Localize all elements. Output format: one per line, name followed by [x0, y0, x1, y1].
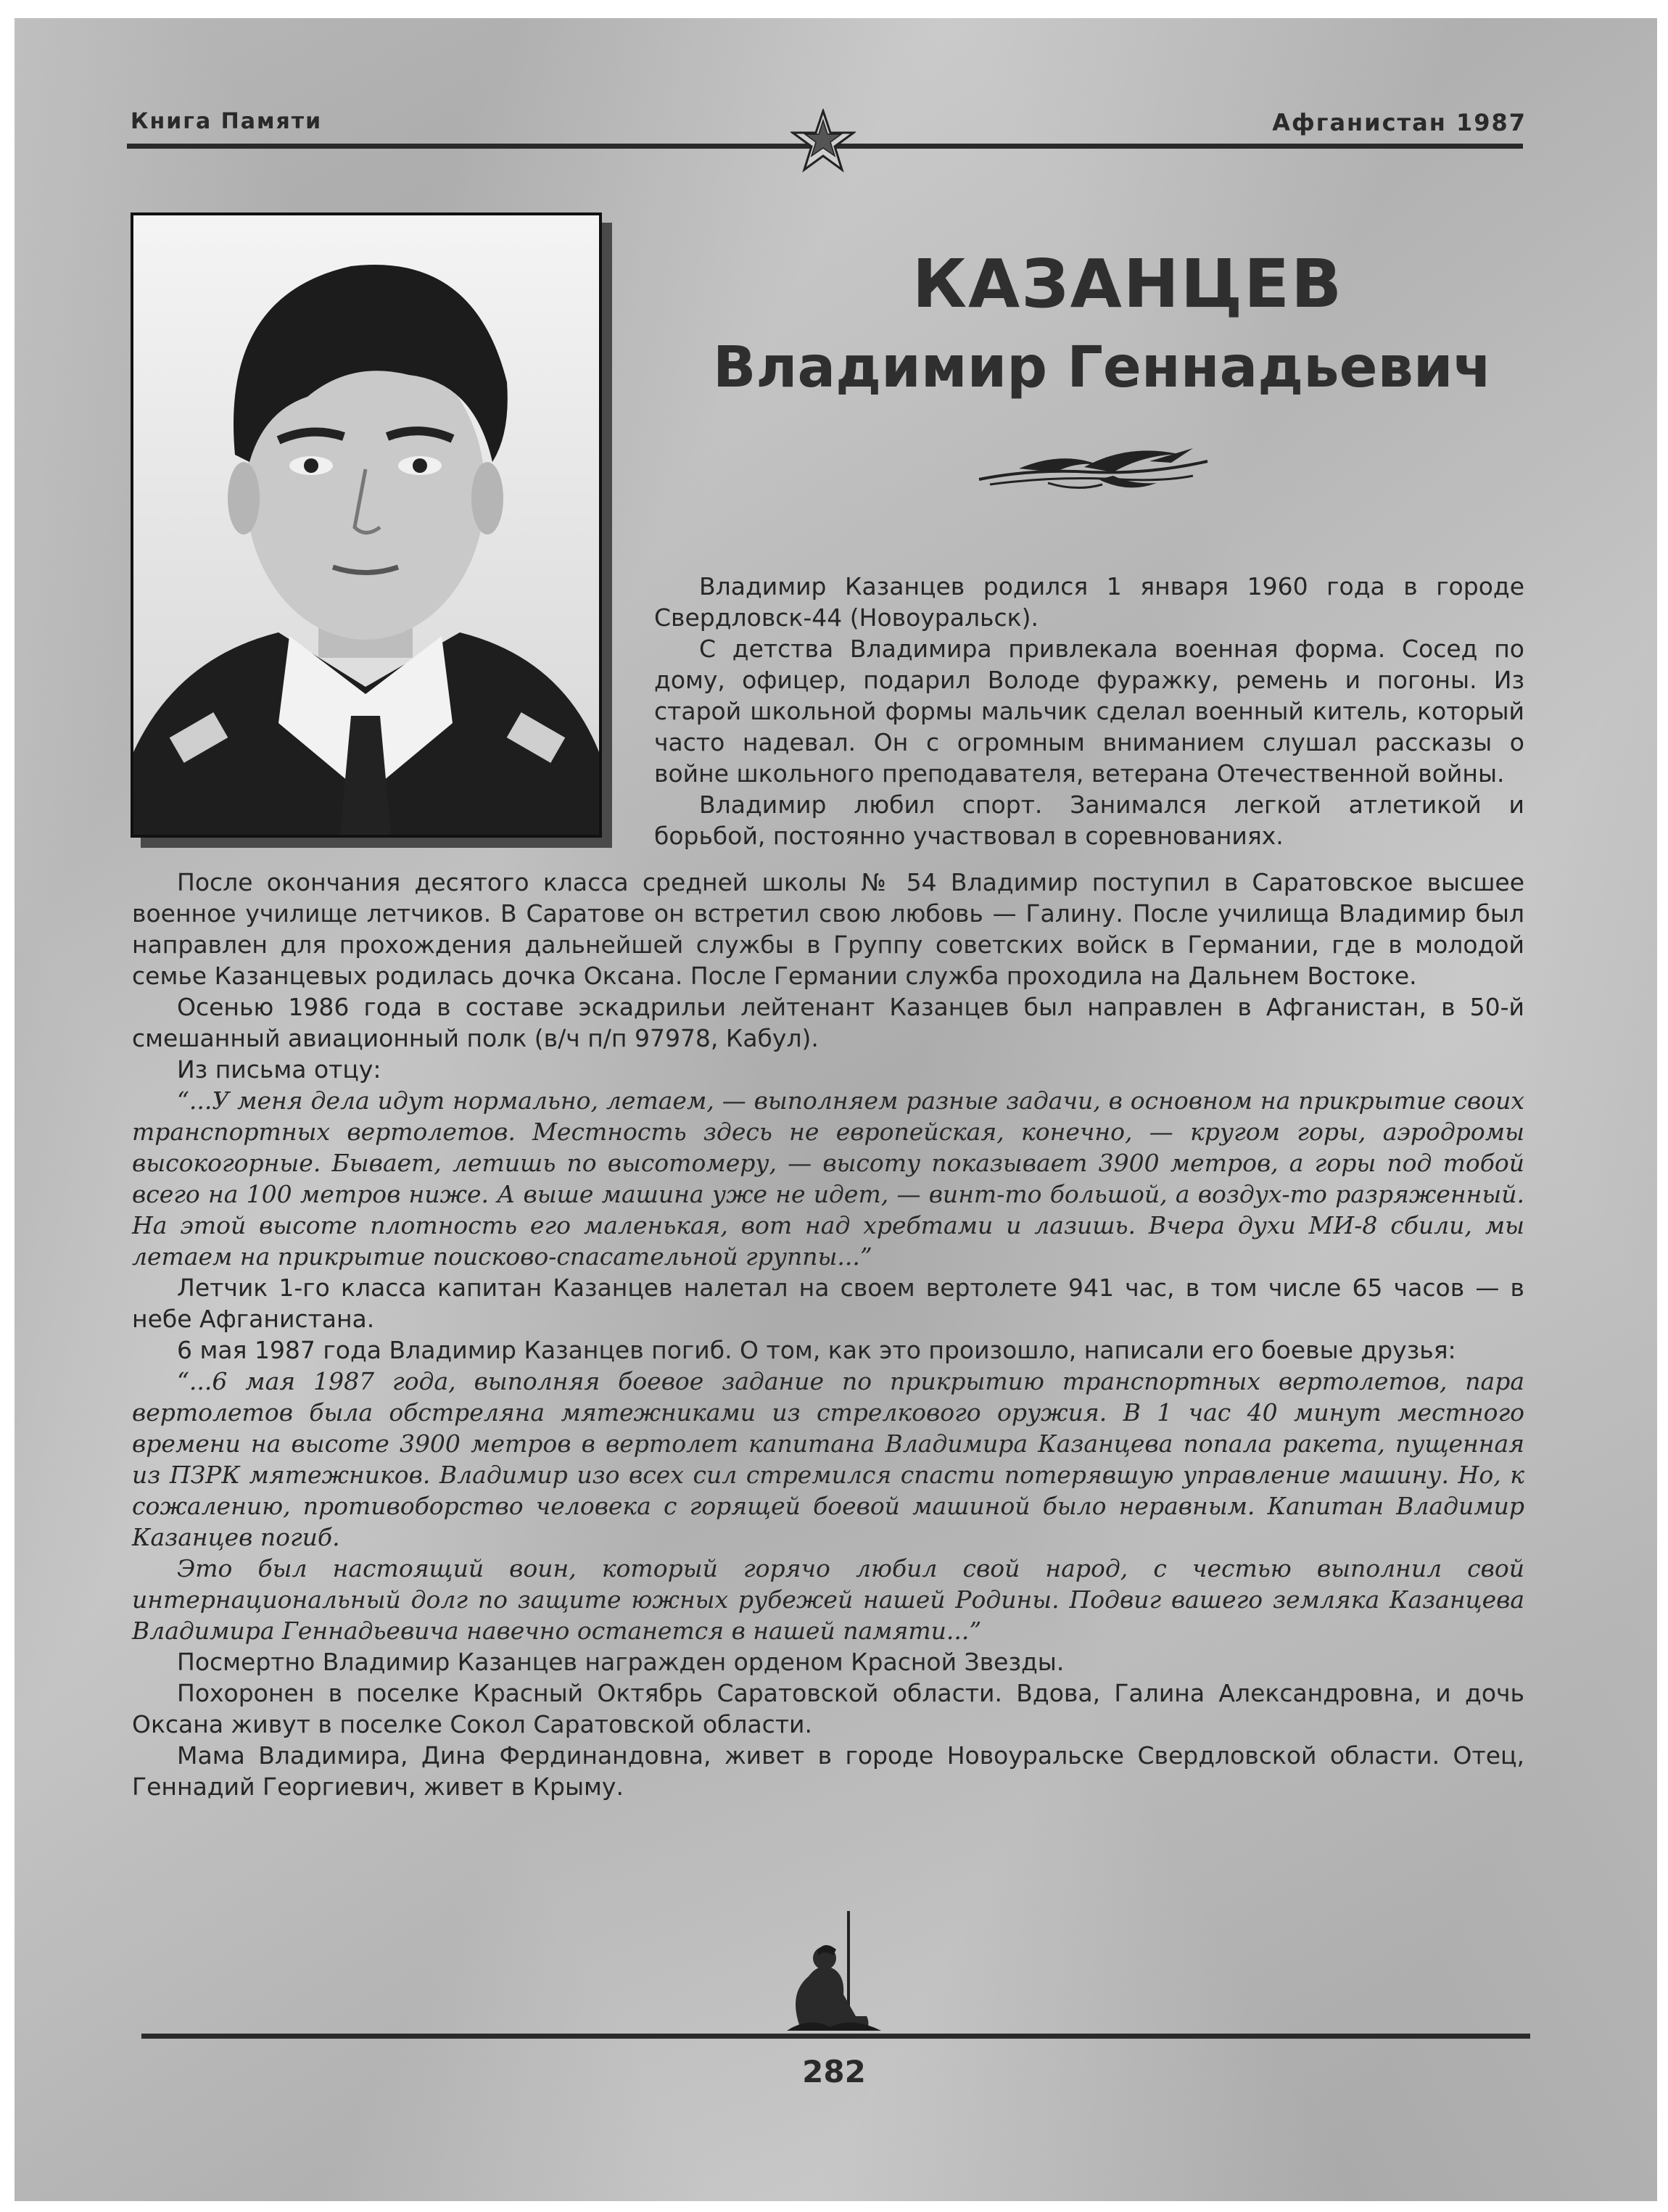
mourning-soldier-icon [758, 1907, 903, 2038]
paragraph-death: 6 мая 1987 года Владимир Казанцев погиб. О том, как это произошло, написали его боевые друзья: [177, 1336, 1456, 1364]
header-book-title: Книга Памяти [131, 109, 323, 134]
fullname-heading: Владимир Геннадьевич [712, 335, 1492, 400]
portrait-photo [131, 212, 602, 838]
paragraph-burial: Похоронен в поселке Красный Октябрь Саратовской области. Вдова, Галина Александровна, и дочь Оксана живут в поселке Сокол Саратовской области. [132, 1679, 1524, 1738]
page-number: 282 [802, 2054, 866, 2089]
paragraph-friends-quote: “...6 мая 1987 года, выполняя боевое задание по прикрытию транспортных вертолетов, пара вертолетов была обстреляна мятежниками из стрелкового оружия. В 1 час 40 минут местного времени на высоте 3900 метров в вертолет капитана Владимира Казанцева попала ракета, пущенная из ПЗРК мятежников. Владимир изо всех сил стремился спасти потерявшую управление машину. Но, к сожалению, противоборство человека с горящей боевой машиной было неравным. Капитан Владимир Казанцев погиб. [132, 1367, 1524, 1551]
header-section-year: Афганистан 1987 [1272, 109, 1527, 136]
paragraph-sport: Владимир любил спорт. Занимался легкой атлетикой и борьбой, постоянно участвовал в соревнованиях. [654, 791, 1524, 850]
paragraph-memory-quote: Это был настоящий воин, который горячо любил свой народ, с честью выполнил свой интернациональный долг по защите южных рубежей нашей Родины. Подвиг вашего земляка Казанцева Владимира Геннадьевича навечно останется в нашей памяти...” [132, 1554, 1524, 1645]
paragraph-school: После окончания десятого класса средней школы № 54 Владимир поступил в Саратовское высшее военное училище летчиков. В Саратове он встретил свою любовь — Галину. После училища Владимир был направлен для прохождения дальнейшей службы в Группу советских войск в Германии, где в молодой семье Казанцевых родилась дочка Оксана. После Германии служба проходила на Дальнем Востоке. [132, 868, 1524, 990]
paragraph-award: Посмертно Владимир Казанцев награжден орденом Красной Звезды. [177, 1648, 1065, 1676]
paragraph-letter-intro: Из письма отцу: [177, 1055, 381, 1084]
paragraph-flight-hours: Летчик 1-го класса капитан Казанцев налетал на своем вертолете 941 час, в том числе 65 часов — в небе Афганистана. [132, 1274, 1524, 1333]
paragraph-parents: Мама Владимира, Дина Фердинандовна, живет в городе Новоуральске Свердловской области. Отец, Геннадий Георгиевич, живет в Крыму. [132, 1741, 1524, 1801]
feather-flourish-icon [975, 439, 1211, 498]
paragraph-childhood: С детства Владимира привлекала военная форма. Сосед по дому, офицер, подарил Володе фуражку, ремень и погоны. Из старой школьной формы мальчик сделал военный китель, который часто надевал. Он с огромным вниманием слушал рассказы о войне школьного преподавателя, ветерана Отечественной войны. [654, 635, 1524, 788]
surname-heading: КАЗАНЦЕВ [912, 245, 1344, 323]
footer-rule [141, 2034, 1530, 2039]
paragraph-letter-quote: “...У меня дела идут нормально, летаем, — выполняем разные задачи, в основном на прикрытие своих транспортных вертолетов. Местность здесь не европейская, конечно, — кругом горы, аэродромы высокогорные. Бывает, летишь по высотомеру, — высоту показывает 3900 метров, а горы под тобой всего на 100 метров ниже. А выше машина уже не идет, — винт-то большой, а воздух-то разряженный. На этой высоте плотность его маленькая, вот над хребтами и лазишь. Вчера духи МИ-8 сбили, мы летаем на прикрытие поисково-спасательной группы...” [132, 1086, 1524, 1271]
star-icon [790, 109, 856, 174]
paragraph-afghanistan: Осенью 1986 года в составе эскадрильи лейтенант Казанцев был направлен в Афганистан, в 50-й смешанный авиационный полк (в/ч п/п 97978, Кабул). [132, 993, 1524, 1052]
paragraph-birth: Владимир Казанцев родился 1 января 1960 года в городе Свердловск-44 (Новоуральск). [654, 572, 1524, 632]
